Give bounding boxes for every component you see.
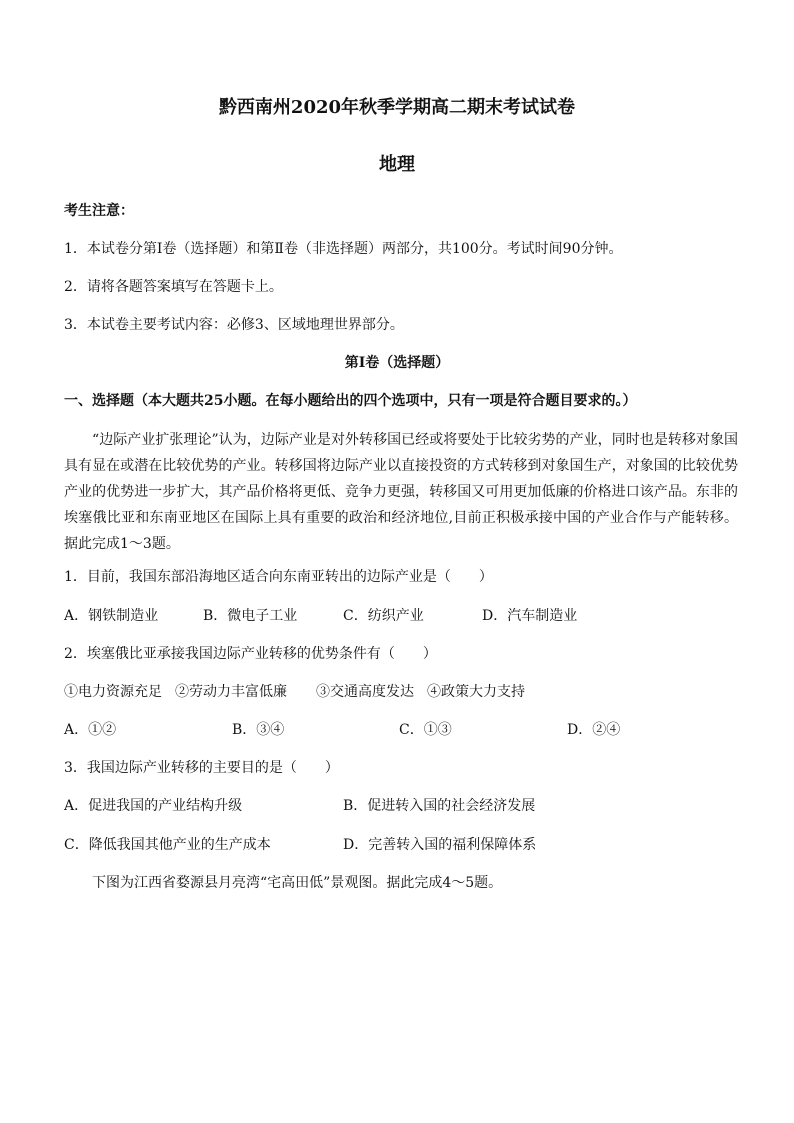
passage-1: “边际产业扩张理论”认为，边际产业是对外转移国已经或将要处于比较劣势的产业，同时也是转移对象国具有显在或潜在比较优势的产业。转移国将边际产业以直接投资的方式转移到对象国生产，对象国的比较优势产业的优势进一步扩大，其产品价格将更低、竞争力更强，转移国又可用更加低廉的价格进口该产品。东非的埃塞俄比亚和东南亚地区在国际上具有重要的政治和经济地位,目前正积极承接中国的产业合作与产能转移。据此完成1～3题。 (64, 432, 738, 552)
notice-item-2: 2．请将各题答案填写在答题卡上。 (64, 279, 283, 295)
q2-option-d[interactable]: D．②④ (567, 722, 621, 738)
section-title: 第Ⅰ卷（选择题） (344, 355, 450, 371)
q2-condition-3: ③交通高度发达 (316, 684, 414, 700)
notice-heading: 考生注意： (64, 203, 134, 219)
question-3-stem: 3．我国边际产业转移的主要目的是（ ） (64, 760, 339, 776)
q1-option-c[interactable]: C．纺织产业 (343, 608, 424, 624)
question-1-stem: 1．目前，我国东部沿海地区适合向东南亚转出的边际产业是（ ） (64, 569, 493, 585)
q2-condition-1: ①电力资源充足 (64, 684, 162, 700)
q3-option-b[interactable]: B．促进转入国的社会经济发展 (343, 798, 536, 814)
subject-title: 地理 (379, 154, 415, 175)
q2-condition-2: ②劳动力丰富低廉 (175, 684, 287, 700)
q1-option-a[interactable]: A．钢铁制造业 (64, 608, 159, 624)
q3-option-d[interactable]: D．完善转入国的福利保障体系 (343, 837, 537, 853)
q3-option-c[interactable]: C．降低我国其他产业的生产成本 (64, 837, 271, 853)
q2-condition-4: ④政策大力支持 (427, 684, 525, 700)
q2-option-a[interactable]: A．①② (64, 722, 117, 738)
q2-option-c[interactable]: C．①③ (399, 722, 452, 738)
q1-option-b[interactable]: B．微电子工业 (203, 608, 298, 624)
section-instruction: 一、选择题（本大题共25小题。在每小题给出的四个选项中，只有一项是符合题目要求的。） (64, 393, 637, 409)
passage-2: 下图为江西省婺源县月亮湾“宅高田低”景观图。据此完成4～5题。 (92, 875, 503, 891)
exam-title: 黔西南州2020年秋季学期高二期末考试试卷 (218, 97, 576, 118)
notice-item-1: 1．本试卷分第Ⅰ卷（选择题）和第Ⅱ卷（非选择题）两部分，共100分。考试时间90分钟。 (64, 241, 623, 257)
q3-option-a[interactable]: A．促进我国的产业结构升级 (64, 798, 243, 814)
question-2-stem: 2．埃塞俄比亚承接我国边际产业转移的优势条件有（ ） (64, 646, 437, 662)
q2-option-b[interactable]: B．③④ (232, 722, 285, 738)
q1-option-d[interactable]: D．汽车制造业 (482, 608, 578, 624)
notice-item-3: 3．本试卷主要考试内容：必修3、区域地理世界部分。 (64, 317, 404, 333)
